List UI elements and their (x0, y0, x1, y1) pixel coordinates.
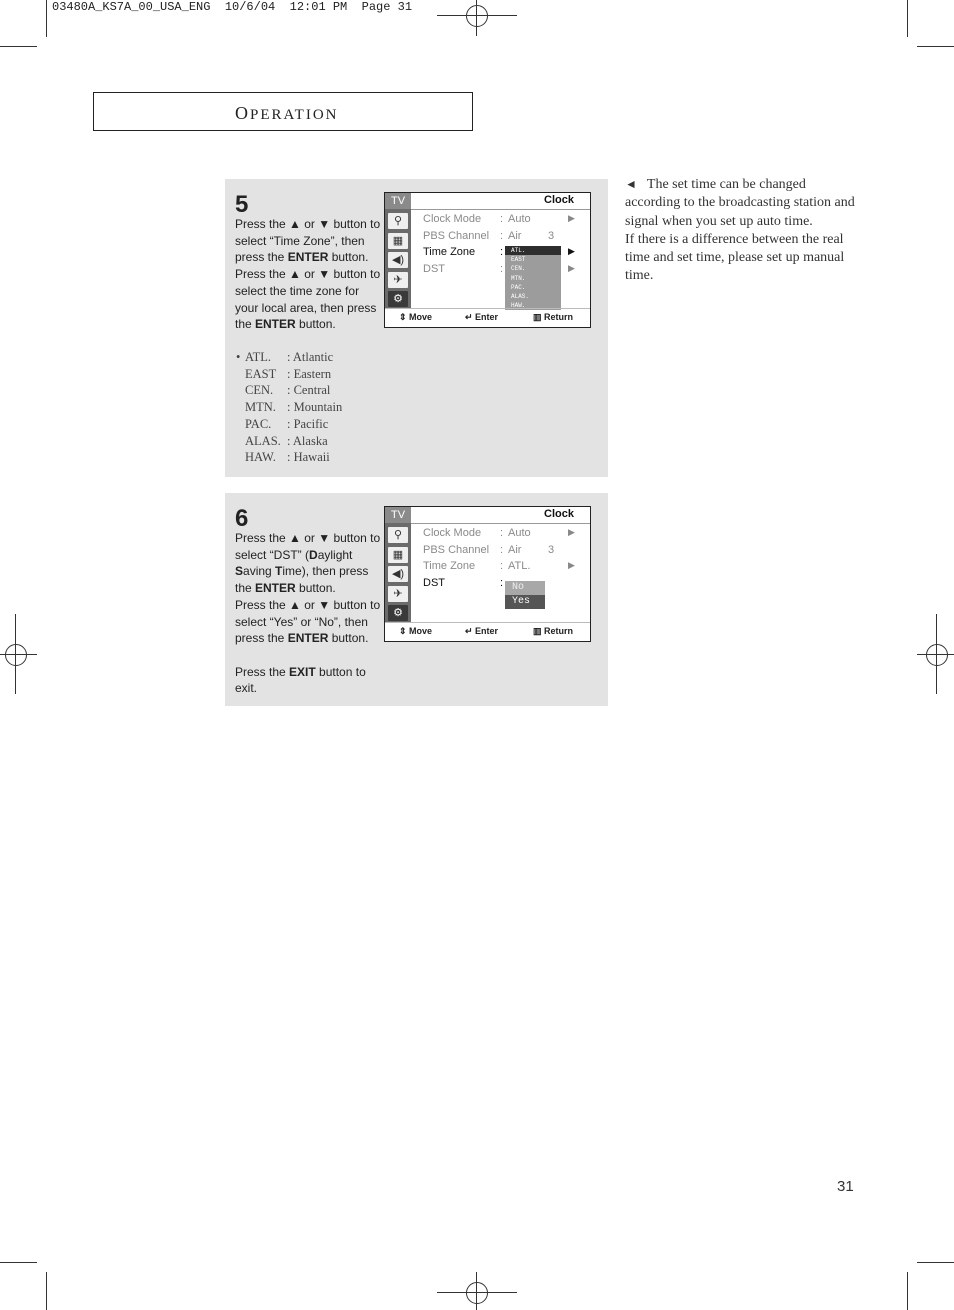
registration-line (15, 614, 16, 694)
instruction-line: exit. (235, 681, 258, 696)
osd-row-value: Auto (508, 213, 531, 225)
bullet (236, 416, 245, 433)
osd-divider (411, 523, 590, 524)
instruction-line: your local area, then press (235, 300, 377, 315)
osd-clock-menu (384, 192, 591, 328)
bullet (236, 399, 245, 416)
bullet (236, 449, 245, 466)
instruction-line: select “DST” (Daylight (235, 547, 353, 562)
arrow-right-icon: ▶ (568, 560, 575, 571)
return-hint: ▥ Return (533, 626, 574, 636)
sound-icon: ◀) (388, 252, 408, 268)
timezone-name: : Alaska (287, 433, 328, 448)
picture-icon: ▦ (388, 547, 408, 563)
timezone-row (236, 399, 342, 416)
arrow-right-icon: ▶ (568, 527, 575, 537)
input-icon: ⚲ (388, 527, 408, 543)
osd-row-value: Auto (508, 527, 531, 539)
timezone-abbr: EAST (245, 366, 277, 381)
note-marker-icon: ◄ (625, 177, 637, 191)
registration-mark (926, 644, 948, 666)
timezone-list (236, 349, 342, 466)
osd-menu-row (423, 544, 593, 558)
osd-row-colon: : (500, 262, 504, 275)
timezone-row (236, 366, 342, 383)
osd-menu-row (423, 230, 593, 244)
section-title-initial: O (235, 103, 250, 123)
osd-row-label: Clock Mode (423, 213, 482, 225)
registration-mark (466, 5, 488, 27)
osd-menu-row (423, 213, 593, 227)
dropdown-option: ATL. (505, 246, 561, 255)
dropdown-option: CEN. (511, 265, 526, 273)
picture-icon: ▦ (388, 233, 408, 249)
osd-row-colon: : (500, 246, 504, 259)
osd-tv-label: TV (385, 193, 411, 209)
osd-row-label: Time Zone (423, 246, 476, 259)
timezone-row (236, 433, 342, 450)
step-5-instructions (235, 216, 385, 333)
instruction-line: the ENTER button. (235, 581, 336, 596)
setup-icon: ⚙ (388, 605, 408, 621)
crop-mark (46, 1272, 47, 1310)
section-title-rest: PERATION (250, 107, 339, 123)
dst-dropdown (505, 581, 545, 611)
timezone-abbr: CEN. (245, 383, 274, 398)
timezone-name: : Pacific (287, 416, 329, 431)
osd-bottom-bar (385, 308, 590, 327)
instruction-line: Saving Time), then press (235, 564, 369, 579)
note-paragraph-2: If there is a difference between the real time and set time, please set up manual time. (625, 231, 845, 284)
step-6-panel (225, 493, 608, 706)
registration-line (936, 614, 937, 694)
channel-icon: ✈ (388, 586, 408, 602)
timezone-abbr: HAW. (245, 450, 276, 465)
instruction-line: the ENTER button. (235, 317, 336, 332)
osd-row-label: PBS Channel (423, 543, 490, 556)
instruction-line (235, 647, 385, 664)
bullet (236, 366, 245, 383)
timezone-name: : Hawaii (287, 450, 330, 465)
crop-mark (0, 1262, 37, 1263)
instruction-line: Press the ▲ or ▼ button to (235, 267, 381, 282)
bullet: • (236, 350, 241, 364)
timezone-row (236, 382, 342, 399)
input-icon: ⚲ (388, 213, 408, 229)
crop-mark (907, 0, 908, 37)
move-hint: ⇕ Move (399, 626, 433, 636)
registration-mark (5, 644, 27, 666)
crop-mark (917, 1262, 954, 1263)
return-hint: ▥ Return (533, 312, 574, 322)
step-number: 6 (235, 505, 249, 532)
timezone-abbr: MTN. (245, 400, 276, 415)
instruction-line: Press the ▲ or ▼ button to (235, 531, 381, 545)
section-header (93, 92, 473, 131)
bullet (236, 382, 245, 399)
osd-tv-label: TV (385, 507, 411, 523)
registration-mark (466, 1282, 488, 1304)
side-note (625, 175, 863, 286)
instruction-line: select “Yes” or “No”, then (235, 614, 368, 629)
page-number: 31 (837, 1178, 854, 1195)
instruction-line: Press the ▲ or ▼ button to (235, 217, 381, 231)
arrow-right-icon: ▶ (568, 262, 575, 273)
arrow-right-icon: ▶ (568, 246, 575, 257)
arrow-right-icon: ▶ (568, 213, 575, 223)
registration-line (437, 1292, 517, 1293)
osd-title: Clock (544, 194, 574, 206)
step-5-panel (225, 179, 608, 477)
timezone-dropdown (505, 246, 561, 310)
crop-mark (917, 46, 954, 47)
crop-mark (46, 0, 47, 37)
sound-icon: ◀) (388, 566, 408, 582)
dropdown-option: PAC. (511, 283, 526, 291)
osd-row-label: Clock Mode (423, 527, 482, 539)
registration-line (0, 654, 37, 655)
osd-row-label: PBS Channel (423, 229, 490, 242)
osd-menu-row (423, 527, 593, 541)
enter-hint: ↵ Enter (465, 312, 499, 322)
print-slug: 03480A_KS7A_00_USA_ENG 10/6/04 12:01 PM Page 31 (52, 0, 413, 14)
instruction-line: press the ENTER button. (235, 250, 369, 265)
timezone-row (236, 416, 342, 433)
osd-row-number: 3 (548, 543, 555, 556)
instruction-line: select “Time Zone”, then (235, 233, 365, 248)
crop-mark (0, 46, 37, 47)
osd-row-colon: : (500, 543, 504, 556)
osd-clock-menu (384, 506, 591, 642)
osd-row-value: Air (508, 229, 522, 242)
note-paragraph-1 (625, 175, 863, 231)
timezone-row (236, 349, 342, 366)
osd-row-value: Air (508, 543, 522, 556)
registration-line (437, 15, 517, 16)
timezone-abbr: PAC. (245, 416, 272, 431)
setup-icon: ⚙ (388, 291, 408, 307)
note-text-1: The set time can be changed according to the broadcasting station and signal when you set up auto time. (625, 177, 855, 229)
osd-title: Clock (544, 508, 574, 520)
timezone-name: : Atlantic (287, 350, 334, 364)
instruction-line: press the ENTER button. (235, 631, 369, 646)
dropdown-option: HAW. (511, 302, 526, 310)
channel-icon: ✈ (388, 272, 408, 288)
osd-row-value: ATL. (508, 560, 531, 573)
crop-mark (907, 1272, 908, 1310)
enter-hint: ↵ Enter (465, 626, 499, 636)
section-title (235, 103, 339, 124)
osd-row-number: 3 (548, 229, 555, 242)
osd-row-label: DST (423, 576, 445, 589)
dropdown-option: EAST (511, 256, 526, 264)
osd-bottom-bar (385, 622, 590, 641)
timezone-row (236, 449, 342, 466)
osd-row-colon: : (500, 527, 504, 539)
timezone-abbr: ALAS. (245, 433, 281, 448)
dropdown-option: No (505, 581, 545, 595)
instruction-line: Press the EXIT button to (235, 664, 366, 679)
osd-divider (411, 209, 590, 210)
timezone-name: : Eastern (287, 366, 332, 381)
bullet (236, 433, 245, 450)
timezone-name: : Mountain (287, 400, 343, 415)
osd-row-colon: : (500, 229, 504, 242)
registration-line (476, 1272, 477, 1310)
dropdown-option: ALAS. (511, 292, 530, 300)
step-6-instructions (235, 530, 385, 697)
osd-row-colon: : (500, 560, 504, 573)
dropdown-option: MTN. (511, 274, 526, 282)
osd-row-colon: : (500, 576, 504, 589)
move-hint: ⇕ Move (399, 312, 433, 322)
instruction-line: select the time zone for (235, 283, 360, 298)
osd-menu-row (423, 560, 593, 574)
osd-row-label: DST (423, 262, 445, 275)
step-number: 5 (235, 191, 249, 218)
instruction-line: Press the ▲ or ▼ button to (235, 597, 381, 612)
timezone-name: : Central (287, 383, 331, 398)
osd-row-colon: : (500, 213, 504, 225)
registration-line (476, 0, 477, 36)
dropdown-option: Yes (505, 595, 545, 609)
osd-row-label: Time Zone (423, 560, 476, 573)
timezone-abbr: ATL. (245, 350, 272, 364)
